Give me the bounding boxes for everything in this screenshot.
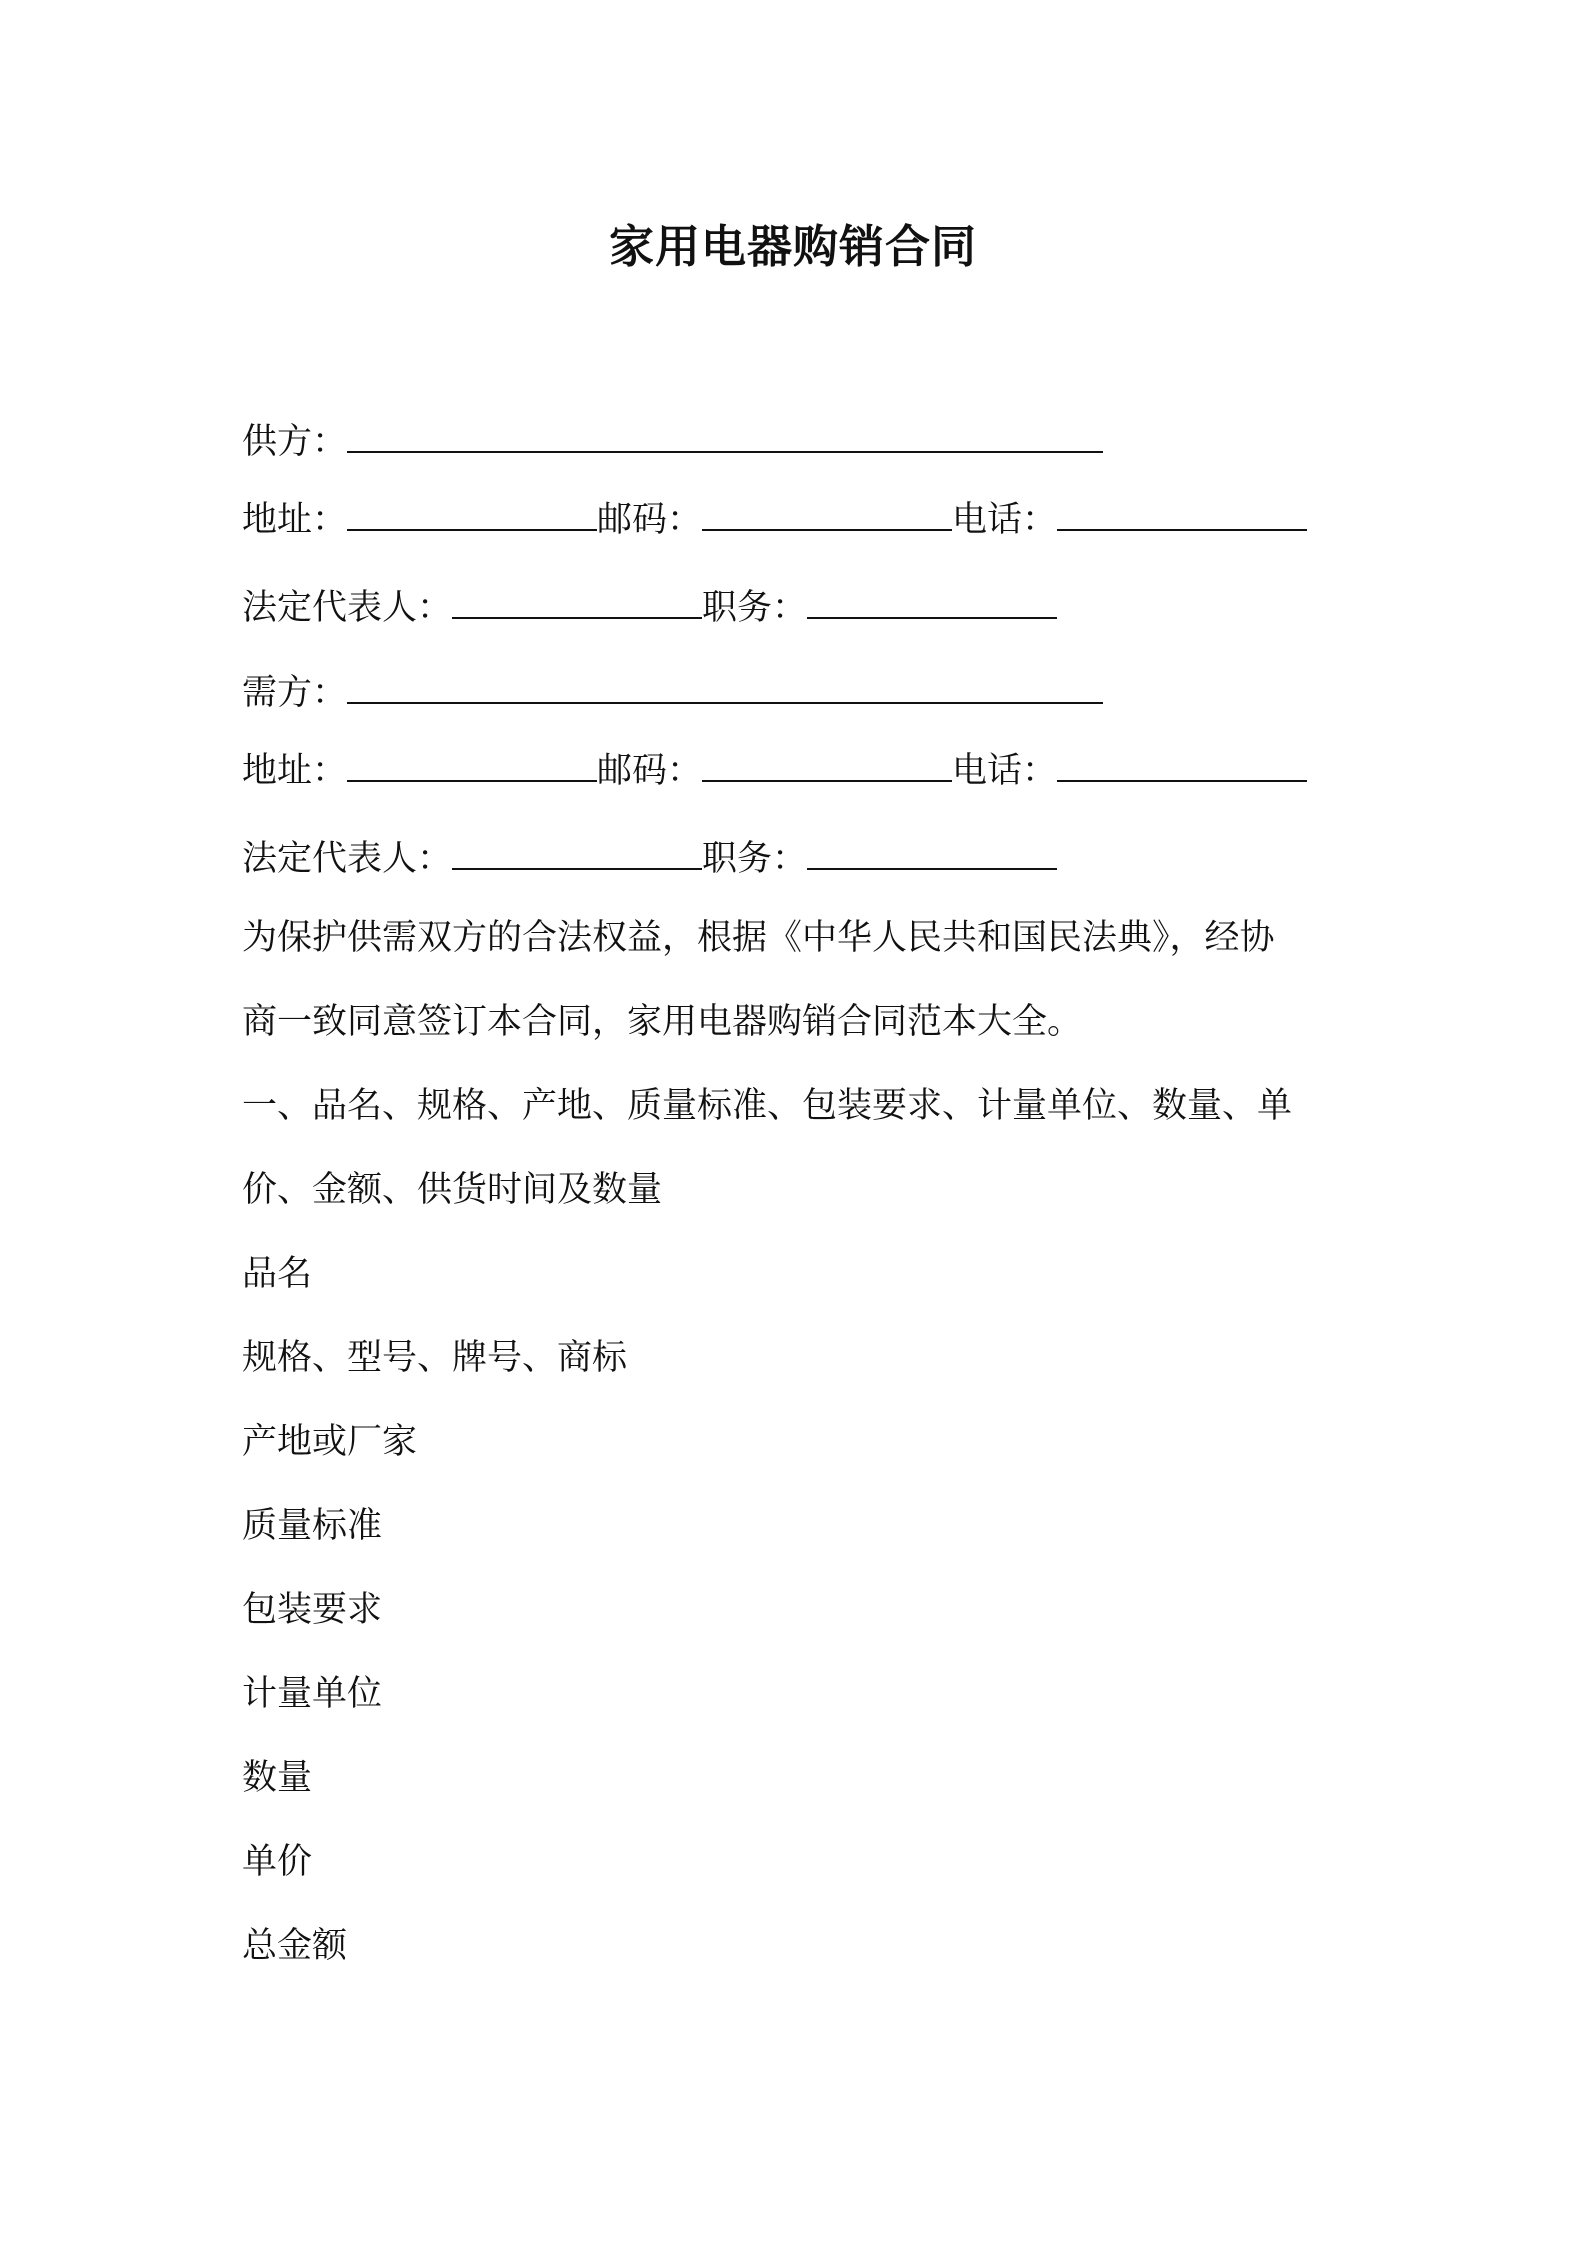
item-origin-manufacturer: 产地或厂家 [242,1422,418,1462]
item-packaging-requirement: 包装要求 [242,1590,383,1630]
buyer-postcode-blank [702,748,952,782]
supplier-postcode-blank [702,497,952,531]
item-quantity: 数量 [242,1758,313,1798]
buyer-rep-line [242,834,1057,884]
buyer-postcode-label: 邮码： [597,751,703,791]
supplier-legal-rep-label: 法定代表人： [242,588,453,628]
buyer-position-blank [807,836,1057,870]
buyer-legal-rep-label: 法定代表人： [242,839,453,879]
intro-paragraph-line-2: 商一致同意签订本合同，家用电器购销合同范本大全。 [242,1002,1083,1042]
buyer-position-label: 职务： [702,839,808,879]
supplier-line [242,417,1103,467]
supplier-position-label: 职务： [702,588,808,628]
supplier-position-blank [807,585,1057,619]
buyer-legal-rep-blank [452,836,702,870]
document-title: 家用电器购销合同 [608,220,977,273]
supplier-legal-rep-blank [452,585,702,619]
item-total-amount: 总金额 [242,1926,348,1966]
buyer-name-blank [347,670,1103,704]
buyer-phone-blank [1057,748,1307,782]
supplier-address-label: 地址： [242,500,348,540]
supplier-contact-line [242,495,1307,545]
buyer-address-label: 地址： [242,751,348,791]
supplier-phone-label: 电话： [952,500,1058,540]
supplier-postcode-label: 邮码： [597,500,703,540]
supplier-rep-line [242,583,1057,633]
item-unit-price: 单价 [242,1842,313,1882]
item-spec-model-brand: 规格、型号、牌号、商标 [242,1338,628,1378]
section-1-heading-line-2: 价、金额、供货时间及数量 [242,1170,663,1210]
buyer-phone-label: 电话： [952,751,1058,791]
buyer-contact-line [242,746,1307,796]
buyer-line [242,668,1103,718]
item-quality-standard: 质量标准 [242,1506,383,1546]
buyer-address-blank [347,748,597,782]
intro-paragraph-line-1: 为保护供需双方的合法权益，根据《中华人民共和国民法典》，经协 [242,918,1275,958]
supplier-phone-blank [1057,497,1307,531]
supplier-address-blank [347,497,597,531]
supplier-label: 供方： [242,422,348,462]
buyer-label: 需方： [242,673,348,713]
section-1-heading-line-1: 一、品名、规格、产地、质量标准、包装要求、计量单位、数量、单 [242,1086,1293,1126]
item-unit-of-measure: 计量单位 [242,1674,383,1714]
supplier-name-blank [347,419,1103,453]
item-product-name: 品名 [242,1254,313,1294]
